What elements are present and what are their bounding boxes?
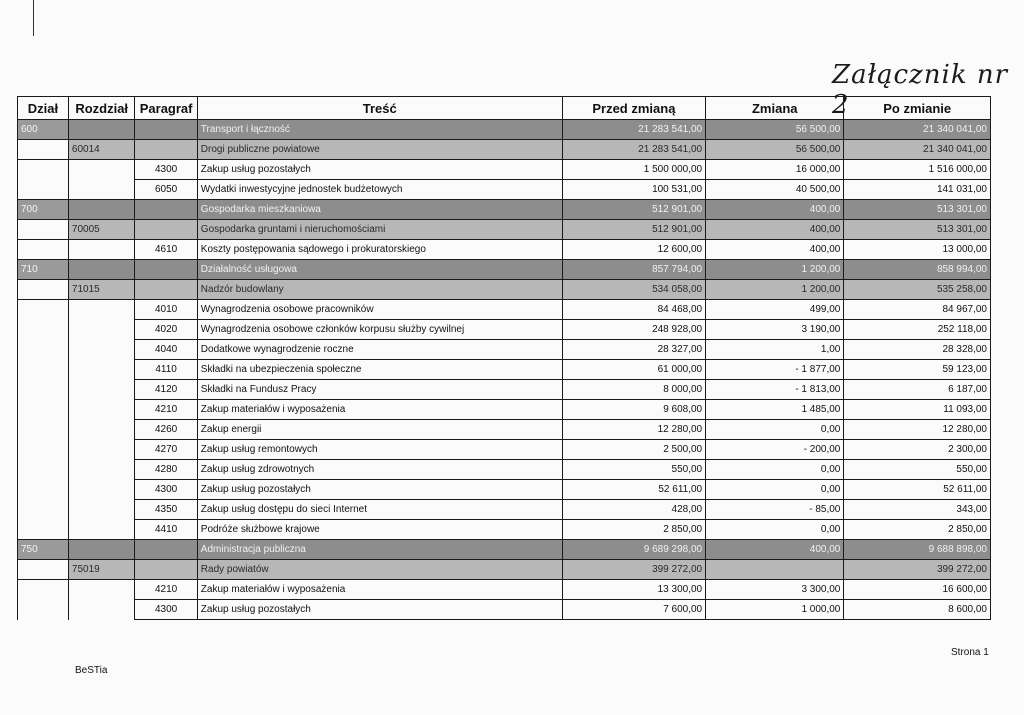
cell-po-zmianie: 252 118,00 bbox=[844, 320, 991, 340]
cell-zmiana: 1 200,00 bbox=[706, 280, 844, 300]
header-po-zmianie: Po zmianie bbox=[844, 97, 991, 120]
cell-paragraf: 4410 bbox=[135, 520, 197, 540]
cell-po-zmianie: 2 300,00 bbox=[844, 440, 991, 460]
cell-dzial bbox=[18, 280, 69, 300]
cell-paragraf: 4610 bbox=[135, 240, 197, 260]
cell-dzial bbox=[18, 500, 69, 520]
cell-przed-zmiana: 9 689 298,00 bbox=[562, 540, 705, 560]
cell-rozdzial bbox=[68, 360, 135, 380]
cell-po-zmianie: 59 123,00 bbox=[844, 360, 991, 380]
cell-dzial bbox=[18, 560, 69, 580]
cell-dzial bbox=[18, 360, 69, 380]
cell-rozdzial bbox=[68, 180, 135, 200]
item-row bbox=[18, 460, 991, 480]
cell-tresc: Nadzór budowlany bbox=[197, 280, 562, 300]
cell-paragraf: 4010 bbox=[135, 300, 197, 320]
cell-rozdzial bbox=[68, 160, 135, 180]
cell-przed-zmiana: 13 300,00 bbox=[562, 580, 705, 600]
cell-zmiana: 0,00 bbox=[706, 480, 844, 500]
cell-rozdzial bbox=[68, 200, 135, 220]
item-row bbox=[18, 340, 991, 360]
cell-dzial bbox=[18, 420, 69, 440]
cell-paragraf: 4120 bbox=[135, 380, 197, 400]
cell-tresc: Działalność usługowa bbox=[197, 260, 562, 280]
table-header-row bbox=[18, 97, 991, 120]
cell-przed-zmiana: 21 283 541,00 bbox=[562, 140, 705, 160]
cell-zmiana: 16 000,00 bbox=[706, 160, 844, 180]
cell-tresc: Wydatki inwestycyjne jednostek budżetowych bbox=[197, 180, 562, 200]
header-rozdzial: Rozdział bbox=[68, 97, 135, 120]
cell-przed-zmiana: 550,00 bbox=[562, 460, 705, 480]
item-row bbox=[18, 360, 991, 380]
cell-zmiana: 3 190,00 bbox=[706, 320, 844, 340]
item-row bbox=[18, 320, 991, 340]
cell-paragraf bbox=[135, 540, 197, 560]
cell-paragraf: 4040 bbox=[135, 340, 197, 360]
cell-zmiana: 1 485,00 bbox=[706, 400, 844, 420]
cell-przed-zmiana: 9 608,00 bbox=[562, 400, 705, 420]
cell-rozdzial bbox=[68, 340, 135, 360]
cell-rozdzial bbox=[68, 480, 135, 500]
cell-paragraf: 4280 bbox=[135, 460, 197, 480]
cell-przed-zmiana: 12 280,00 bbox=[562, 420, 705, 440]
page-number: Strona 1 bbox=[951, 647, 989, 658]
cell-paragraf: 4300 bbox=[135, 600, 197, 620]
cell-po-zmianie: 13 000,00 bbox=[844, 240, 991, 260]
dzial-row bbox=[18, 260, 991, 280]
item-row bbox=[18, 600, 991, 620]
cell-przed-zmiana: 1 500 000,00 bbox=[562, 160, 705, 180]
cell-dzial bbox=[18, 340, 69, 360]
cell-zmiana: - 1 813,00 bbox=[706, 380, 844, 400]
cell-rozdzial: 75019 bbox=[68, 560, 135, 580]
cell-zmiana bbox=[706, 560, 844, 580]
item-row bbox=[18, 160, 991, 180]
cell-rozdzial: 70005 bbox=[68, 220, 135, 240]
cell-po-zmianie: 11 093,00 bbox=[844, 400, 991, 420]
cell-tresc: Transport i łączność bbox=[197, 120, 562, 140]
cell-paragraf: 6050 bbox=[135, 180, 197, 200]
cell-zmiana: 56 500,00 bbox=[706, 140, 844, 160]
cell-dzial bbox=[18, 580, 69, 600]
cell-przed-zmiana: 2 500,00 bbox=[562, 440, 705, 460]
cell-przed-zmiana: 512 901,00 bbox=[562, 200, 705, 220]
cell-zmiana: - 200,00 bbox=[706, 440, 844, 460]
cell-przed-zmiana: 84 468,00 bbox=[562, 300, 705, 320]
cell-po-zmianie: 399 272,00 bbox=[844, 560, 991, 580]
cell-rozdzial bbox=[68, 520, 135, 540]
cell-tresc: Zakup usług pozostałych bbox=[197, 600, 562, 620]
cell-po-zmianie: 84 967,00 bbox=[844, 300, 991, 320]
item-row bbox=[18, 240, 991, 260]
cell-po-zmianie: 8 600,00 bbox=[844, 600, 991, 620]
cell-zmiana: 400,00 bbox=[706, 220, 844, 240]
item-row bbox=[18, 520, 991, 540]
cell-tresc: Drogi publiczne powiatowe bbox=[197, 140, 562, 160]
cell-zmiana: 400,00 bbox=[706, 200, 844, 220]
cell-dzial: 700 bbox=[18, 200, 69, 220]
cell-zmiana: 1,00 bbox=[706, 340, 844, 360]
cell-po-zmianie: 6 187,00 bbox=[844, 380, 991, 400]
cell-zmiana: 0,00 bbox=[706, 460, 844, 480]
cell-tresc: Gospodarka gruntami i nieruchomościami bbox=[197, 220, 562, 240]
cell-paragraf: 4300 bbox=[135, 480, 197, 500]
cell-rozdzial bbox=[68, 260, 135, 280]
item-row bbox=[18, 180, 991, 200]
item-row bbox=[18, 400, 991, 420]
cell-paragraf: 4210 bbox=[135, 580, 197, 600]
cell-dzial: 710 bbox=[18, 260, 69, 280]
cell-rozdzial bbox=[68, 440, 135, 460]
header-tresc: Treść bbox=[197, 97, 562, 120]
cell-paragraf: 4270 bbox=[135, 440, 197, 460]
item-row bbox=[18, 380, 991, 400]
dzial-row bbox=[18, 120, 991, 140]
cell-dzial bbox=[18, 320, 69, 340]
cell-po-zmianie: 52 611,00 bbox=[844, 480, 991, 500]
cell-zmiana: 0,00 bbox=[706, 420, 844, 440]
cell-dzial bbox=[18, 480, 69, 500]
rozdzial-row bbox=[18, 140, 991, 160]
cell-paragraf bbox=[135, 280, 197, 300]
item-row bbox=[18, 420, 991, 440]
cell-przed-zmiana: 8 000,00 bbox=[562, 380, 705, 400]
cell-dzial bbox=[18, 380, 69, 400]
cell-zmiana: 56 500,00 bbox=[706, 120, 844, 140]
footer-author: BeSTia bbox=[75, 665, 108, 676]
cell-tresc: Rady powiatów bbox=[197, 560, 562, 580]
cell-zmiana: 40 500,00 bbox=[706, 180, 844, 200]
cell-zmiana: 1 000,00 bbox=[706, 600, 844, 620]
cell-tresc: Zakup usług dostępu do sieci Internet bbox=[197, 500, 562, 520]
cell-tresc: Gospodarka mieszkaniowa bbox=[197, 200, 562, 220]
cell-tresc: Zakup usług pozostałych bbox=[197, 480, 562, 500]
item-row bbox=[18, 440, 991, 460]
cell-zmiana: 400,00 bbox=[706, 540, 844, 560]
cell-paragraf bbox=[135, 220, 197, 240]
cell-rozdzial bbox=[68, 460, 135, 480]
cell-przed-zmiana: 248 928,00 bbox=[562, 320, 705, 340]
cell-paragraf: 4300 bbox=[135, 160, 197, 180]
cell-paragraf: 4260 bbox=[135, 420, 197, 440]
rozdzial-row bbox=[18, 560, 991, 580]
cell-przed-zmiana: 100 531,00 bbox=[562, 180, 705, 200]
cell-tresc: Zakup usług zdrowotnych bbox=[197, 460, 562, 480]
cell-dzial bbox=[18, 460, 69, 480]
cell-rozdzial bbox=[68, 120, 135, 140]
cell-po-zmianie: 141 031,00 bbox=[844, 180, 991, 200]
item-row bbox=[18, 300, 991, 320]
cell-po-zmianie: 513 301,00 bbox=[844, 220, 991, 240]
cell-tresc: Zakup usług remontowych bbox=[197, 440, 562, 460]
cell-paragraf: 4020 bbox=[135, 320, 197, 340]
cell-po-zmianie: 550,00 bbox=[844, 460, 991, 480]
cell-dzial bbox=[18, 220, 69, 240]
cell-przed-zmiana: 21 283 541,00 bbox=[562, 120, 705, 140]
cell-po-zmianie: 9 688 898,00 bbox=[844, 540, 991, 560]
cell-po-zmianie: 2 850,00 bbox=[844, 520, 991, 540]
cell-rozdzial bbox=[68, 300, 135, 320]
cell-tresc: Zakup usług pozostałych bbox=[197, 160, 562, 180]
cell-przed-zmiana: 28 327,00 bbox=[562, 340, 705, 360]
cell-przed-zmiana: 12 600,00 bbox=[562, 240, 705, 260]
cell-tresc: Wynagrodzenia osobowe członków korpusu służby cywilnej bbox=[197, 320, 562, 340]
cell-dzial bbox=[18, 600, 69, 620]
cell-zmiana: 3 300,00 bbox=[706, 580, 844, 600]
header-dzial: Dział bbox=[18, 97, 69, 120]
cell-rozdzial: 71015 bbox=[68, 280, 135, 300]
cell-dzial bbox=[18, 400, 69, 420]
cell-rozdzial bbox=[68, 600, 135, 620]
cell-zmiana: - 85,00 bbox=[706, 500, 844, 520]
cell-zmiana: - 1 877,00 bbox=[706, 360, 844, 380]
cell-przed-zmiana: 534 058,00 bbox=[562, 280, 705, 300]
cell-przed-zmiana: 512 901,00 bbox=[562, 220, 705, 240]
cell-rozdzial bbox=[68, 500, 135, 520]
cell-zmiana: 1 200,00 bbox=[706, 260, 844, 280]
table-body bbox=[18, 120, 991, 620]
header-paragraf: Paragraf bbox=[135, 97, 197, 120]
cell-dzial: 750 bbox=[18, 540, 69, 560]
cell-po-zmianie: 343,00 bbox=[844, 500, 991, 520]
cell-przed-zmiana: 61 000,00 bbox=[562, 360, 705, 380]
cell-rozdzial bbox=[68, 420, 135, 440]
cell-po-zmianie: 28 328,00 bbox=[844, 340, 991, 360]
item-row bbox=[18, 480, 991, 500]
rozdzial-row bbox=[18, 220, 991, 240]
cell-rozdzial bbox=[68, 380, 135, 400]
cell-przed-zmiana: 399 272,00 bbox=[562, 560, 705, 580]
cell-tresc: Koszty postępowania sądowego i prokuratorskiego bbox=[197, 240, 562, 260]
cell-tresc: Administracja publiczna bbox=[197, 540, 562, 560]
cell-tresc: Zakup materiałów i wyposażenia bbox=[197, 580, 562, 600]
cell-po-zmianie: 21 340 041,00 bbox=[844, 120, 991, 140]
dzial-row bbox=[18, 200, 991, 220]
cell-paragraf bbox=[135, 200, 197, 220]
cell-tresc: Zakup materiałów i wyposażenia bbox=[197, 400, 562, 420]
cell-rozdzial: 60014 bbox=[68, 140, 135, 160]
cell-po-zmianie: 21 340 041,00 bbox=[844, 140, 991, 160]
cell-zmiana: 400,00 bbox=[706, 240, 844, 260]
rozdzial-row bbox=[18, 280, 991, 300]
cell-paragraf: 4210 bbox=[135, 400, 197, 420]
cell-przed-zmiana: 7 600,00 bbox=[562, 600, 705, 620]
cell-tresc: Podróże służbowe krajowe bbox=[197, 520, 562, 540]
scan-margin-line bbox=[33, 0, 34, 36]
cell-paragraf bbox=[135, 140, 197, 160]
cell-rozdzial bbox=[68, 320, 135, 340]
item-row bbox=[18, 580, 991, 600]
cell-zmiana: 499,00 bbox=[706, 300, 844, 320]
cell-dzial bbox=[18, 300, 69, 320]
cell-tresc: Zakup energii bbox=[197, 420, 562, 440]
cell-przed-zmiana: 52 611,00 bbox=[562, 480, 705, 500]
cell-rozdzial bbox=[68, 540, 135, 560]
item-row bbox=[18, 500, 991, 520]
cell-tresc: Składki na Fundusz Pracy bbox=[197, 380, 562, 400]
cell-tresc: Wynagrodzenia osobowe pracowników bbox=[197, 300, 562, 320]
cell-paragraf: 4110 bbox=[135, 360, 197, 380]
cell-po-zmianie: 858 994,00 bbox=[844, 260, 991, 280]
cell-rozdzial bbox=[68, 240, 135, 260]
cell-dzial: 600 bbox=[18, 120, 69, 140]
cell-po-zmianie: 1 516 000,00 bbox=[844, 160, 991, 180]
cell-tresc: Składki na ubezpieczenia społeczne bbox=[197, 360, 562, 380]
header-zmiana: Zmiana bbox=[706, 97, 844, 120]
cell-tresc: Dodatkowe wynagrodzenie roczne bbox=[197, 340, 562, 360]
cell-dzial bbox=[18, 520, 69, 540]
cell-paragraf bbox=[135, 560, 197, 580]
cell-zmiana: 0,00 bbox=[706, 520, 844, 540]
cell-przed-zmiana: 857 794,00 bbox=[562, 260, 705, 280]
cell-przed-zmiana: 2 850,00 bbox=[562, 520, 705, 540]
cell-po-zmianie: 16 600,00 bbox=[844, 580, 991, 600]
cell-paragraf: 4350 bbox=[135, 500, 197, 520]
cell-dzial bbox=[18, 180, 69, 200]
cell-rozdzial bbox=[68, 580, 135, 600]
cell-po-zmianie: 12 280,00 bbox=[844, 420, 991, 440]
header-przed-zmiana: Przed zmianą bbox=[562, 97, 705, 120]
cell-paragraf bbox=[135, 120, 197, 140]
dzial-row bbox=[18, 540, 991, 560]
cell-rozdzial bbox=[68, 400, 135, 420]
budget-table bbox=[17, 96, 991, 620]
cell-po-zmianie: 535 258,00 bbox=[844, 280, 991, 300]
handwritten-annotation: Załącznik nr 2 bbox=[832, 60, 1009, 120]
cell-dzial bbox=[18, 140, 69, 160]
cell-przed-zmiana: 428,00 bbox=[562, 500, 705, 520]
cell-po-zmianie: 513 301,00 bbox=[844, 200, 991, 220]
cell-dzial bbox=[18, 160, 69, 180]
cell-dzial bbox=[18, 240, 69, 260]
cell-dzial bbox=[18, 440, 69, 460]
cell-paragraf bbox=[135, 260, 197, 280]
